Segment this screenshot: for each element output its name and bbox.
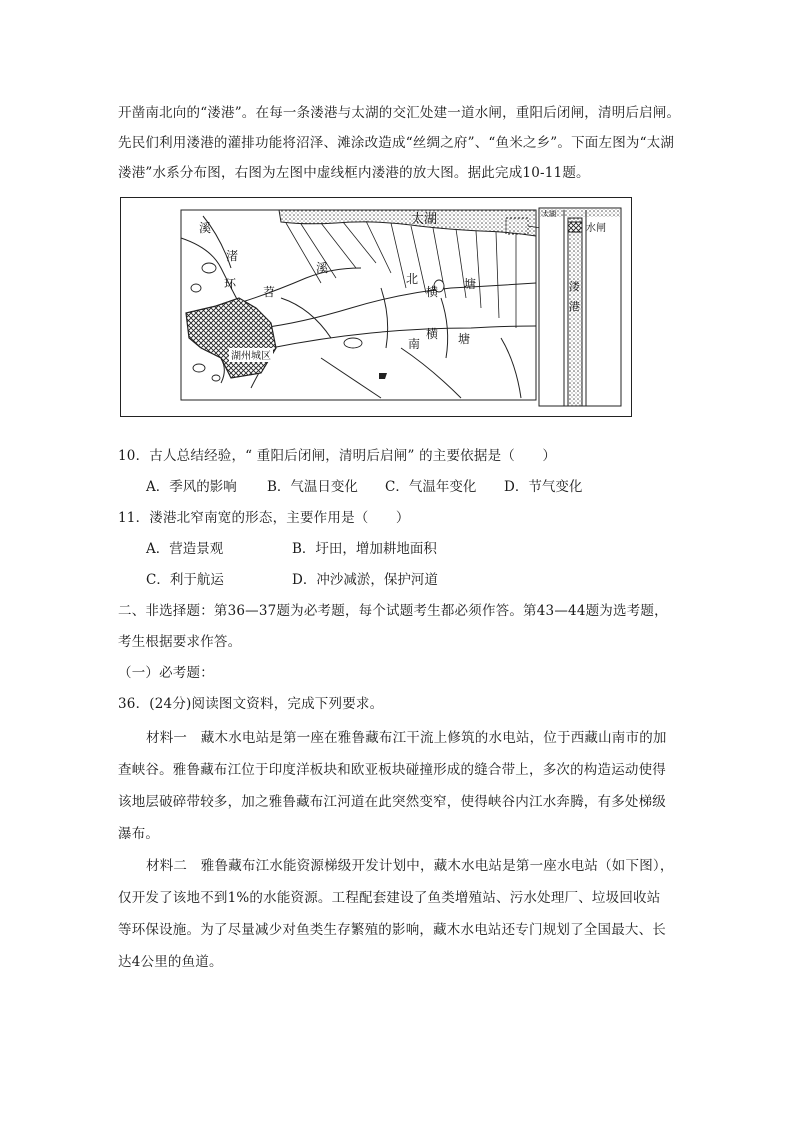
- material1-line-2: 查峡谷。雅鲁藏布江位于印度洋板块和欧亚板块碰撞形成的缝合带上，多次的构造运动使得: [118, 762, 666, 778]
- q10-option-a: A．季风的影响: [146, 479, 237, 495]
- material1-line-3: 该地层破碎带较多，加之雅鲁藏布江河道在此突然变窄，使得峡谷内江水奔腾，有多处梯级: [118, 794, 666, 810]
- label-tang1: 塘: [464, 277, 477, 291]
- taihu-lougang-map: [121, 198, 631, 416]
- label-bei: 北: [406, 272, 419, 286]
- material1-line-1: 材料一 藏木水电站是第一座在雅鲁藏布江干流上修筑的水电站，位于西藏山南市的加: [146, 730, 667, 746]
- q10-option-b: B．气温日变化: [267, 479, 358, 495]
- intro-line-1: 开凿南北向的“溇港”。在每一条溇港与太湖的交汇处建一道水闸，重阳后闭闸，清明后启闸。: [118, 105, 681, 121]
- label-heng1: 横: [426, 285, 439, 299]
- label-nan: 南: [408, 337, 421, 351]
- label-xi1: 溪: [199, 221, 212, 235]
- q10-option-d: D．节气变化: [504, 479, 583, 495]
- q10-stem: 10．古人总结经验，“ 重阳后闭闸，清明后启闸” 的主要依据是（ ）: [118, 448, 557, 464]
- inset-label-sluice: 水闸: [586, 223, 606, 234]
- q11-option-d: D．冲沙减淤，保护河道: [292, 572, 438, 588]
- section2-line-2: 考生根据要求作答。: [118, 634, 242, 650]
- label-tang2: 塘: [458, 332, 471, 346]
- inset-label-gang: 港: [569, 300, 580, 313]
- material1-line-4: 瀑布。: [118, 826, 160, 842]
- label-xi2: 溪: [316, 261, 329, 275]
- material2-line-1: 材料二 雅鲁藏布江水能资源梯级开发计划中，藏木水电站是第一座水电站（如下图），: [146, 858, 674, 874]
- inset-label-taihu: 太湖: [542, 210, 556, 218]
- label-huzhou-city: 湖州城区: [231, 351, 271, 362]
- sluice-gate: [568, 222, 582, 232]
- intro-line-3: 溇港”水系分布图，右图为左图中虚线框内溇港的放大图。据此完成10-11题。: [118, 165, 590, 181]
- label-tiao: 苕: [263, 285, 276, 299]
- q11-stem: 11．溇港北窄南宽的形态，主要作用是（ ）: [118, 510, 410, 526]
- inset-label-lou: 溇: [569, 280, 580, 293]
- label-huan: 环: [224, 277, 237, 291]
- label-heng2: 横: [426, 327, 439, 341]
- material2-line-3: 等环保设施。为了尽量减少对鱼类生存繁殖的影响，藏木水电站还专门规划了全国最大、长: [118, 922, 666, 938]
- q11-option-c: C．利于航运: [146, 572, 224, 588]
- required-heading: （一）必考题：: [118, 665, 214, 681]
- section2-line-1: 二、非选择题：第36—37题为必考题，每个试题考生都必须作答。第43—44题为选考题，: [118, 603, 668, 619]
- q36-stem: 36．(24分)阅读图文资料，完成下列要求。: [118, 696, 384, 712]
- material2-line-2: 仅开发了该地不到1%的水能资源。工程配套建设了鱼类增殖站、污水处理厂、垃圾回收站: [118, 890, 661, 906]
- taihu-lougang-figure: [120, 197, 632, 417]
- q10-option-c: C．气温年变化: [385, 479, 477, 495]
- intro-line-2: 先民们利用溇港的灌排功能将沼泽、滩涂改造成“丝绸之府”、“鱼米之乡”。下面左图为“太湖: [118, 135, 675, 151]
- material2-line-4: 达4公里的鱼道。: [118, 954, 223, 970]
- label-taihu: 太湖: [411, 212, 438, 227]
- q11-option-b: B．圩田，增加耕地面积: [292, 541, 437, 557]
- label-zhu: 渚: [226, 249, 239, 263]
- q11-option-a: A．营造景观: [146, 541, 224, 557]
